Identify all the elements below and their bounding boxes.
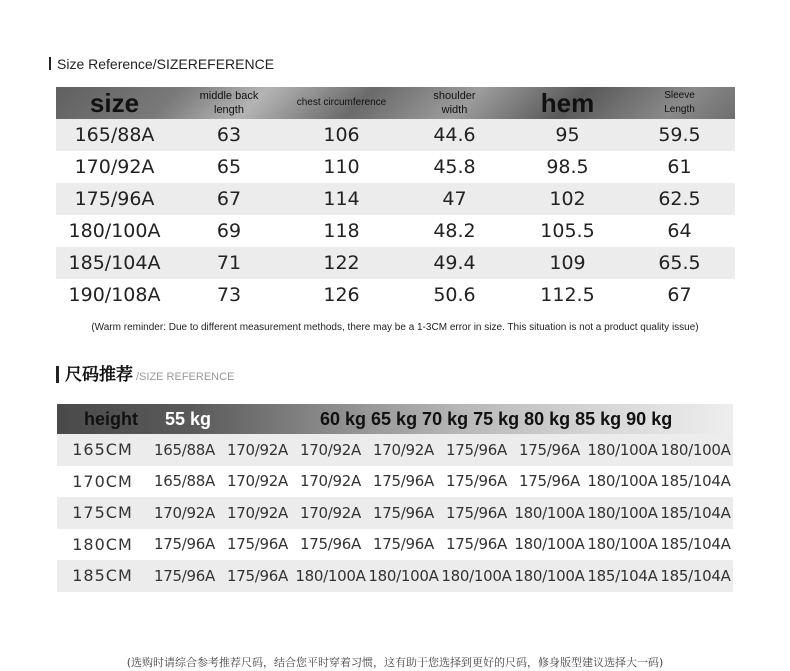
size-table-cell: 65.5 xyxy=(658,252,701,274)
header-shoulder-width: shoulder width xyxy=(433,90,476,116)
recommended-size-cell: 170/92A xyxy=(154,503,215,522)
recommended-size-cell: 165/88A xyxy=(154,472,215,491)
size-table-cell: 180/100A xyxy=(68,220,161,242)
size-table-cell: 45.8 xyxy=(433,156,476,178)
measurement-warm-reminder: (Warm reminder: Due to different measurement methods, there may be a 1-3CM error in size. This situation is not a product quality issue) xyxy=(91,322,699,333)
size-table-cell: 185/104A xyxy=(68,252,161,274)
size-table-cell: 102 xyxy=(549,188,586,210)
size-table-cell: 44.6 xyxy=(433,124,476,146)
size-table-cell: 49.4 xyxy=(433,252,476,274)
recommended-size-cell: 170/92A xyxy=(300,472,361,491)
size-recommendation-title-cn: 尺码推荐 xyxy=(65,365,133,385)
recommended-size-cell: 180/100A xyxy=(587,503,658,522)
header-chest-circumference: chest circumference xyxy=(296,97,387,108)
recommended-size-cell: 175/96A xyxy=(154,535,215,554)
recommended-size-cell: 175/96A xyxy=(519,472,580,491)
size-table-cell: 65 xyxy=(216,156,242,178)
height-cell: 170CM xyxy=(72,471,133,491)
size-table-cell: 190/108A xyxy=(68,284,161,306)
header-sleeve-length: Sleeve Length xyxy=(664,90,695,115)
size-table-cell: 71 xyxy=(216,252,242,274)
size-table-row xyxy=(56,279,735,311)
recommended-size-cell: 170/92A xyxy=(227,472,288,491)
recommended-size-cell: 175/96A xyxy=(227,535,288,554)
size-table-cell: 170/92A xyxy=(74,156,155,178)
recommended-size-cell: 175/96A xyxy=(446,535,507,554)
recommended-size-cell: 175/96A xyxy=(446,472,507,491)
recommended-size-cell: 180/100A xyxy=(587,472,658,491)
recommended-size-cell: 170/92A xyxy=(300,440,361,459)
recommended-size-cell: 175/96A xyxy=(446,440,507,459)
recommended-size-cell: 185/104A xyxy=(587,566,658,585)
size-table-row xyxy=(56,183,735,215)
size-table-cell: 126 xyxy=(323,284,360,306)
recommendation-row xyxy=(57,497,733,529)
size-measurement-table xyxy=(56,87,735,311)
recommended-size-cell: 185/104A xyxy=(660,472,731,491)
size-table-cell: 50.6 xyxy=(433,284,476,306)
recommendation-table-header xyxy=(57,404,733,434)
header-weight-55: 55 kg xyxy=(165,409,212,429)
size-table-cell: 67 xyxy=(667,284,692,306)
size-table-cell: 67 xyxy=(216,188,242,210)
recommended-size-cell: 180/100A xyxy=(587,535,658,554)
size-table-cell: 105.5 xyxy=(540,220,595,242)
size-recommendation-title xyxy=(56,364,234,386)
size-table-cell: 110 xyxy=(323,156,360,178)
size-table-row xyxy=(56,247,735,279)
size-table-cell: 61 xyxy=(667,156,692,178)
size-table-row xyxy=(56,119,735,151)
header-size: size xyxy=(89,88,140,118)
recommended-size-cell: 175/96A xyxy=(227,566,288,585)
recommended-size-cell: 185/104A xyxy=(660,566,731,585)
recommended-size-cell: 170/92A xyxy=(227,440,288,459)
size-table-cell: 118 xyxy=(323,220,360,242)
recommended-size-cell: 180/100A xyxy=(368,566,439,585)
recommendation-row xyxy=(57,529,733,561)
size-table-cell: 165/88A xyxy=(74,124,155,146)
recommended-size-cell: 180/100A xyxy=(587,440,658,459)
size-table-row xyxy=(56,151,735,183)
recommendation-note: (选购时请综合参考推荐尺码，结合您平时穿着习惯，这有助于您选择到更好的尺码，修身版型建议选择大一码) xyxy=(126,656,664,669)
height-cell: 185CM xyxy=(72,566,133,586)
title-bar-marker xyxy=(56,366,59,383)
size-table-cell: 106 xyxy=(323,124,360,146)
header-height: height xyxy=(84,409,138,429)
size-table-cell: 122 xyxy=(323,252,360,274)
recommended-size-cell: 185/104A xyxy=(660,535,731,554)
height-cell: 165CM xyxy=(72,440,133,460)
size-table-cell: 98.5 xyxy=(546,156,589,178)
recommended-size-cell: 180/100A xyxy=(441,566,512,585)
recommended-size-cell: 175/96A xyxy=(300,535,361,554)
recommended-size-cell: 175/96A xyxy=(446,503,507,522)
size-table-header xyxy=(56,87,735,119)
size-table-cell: 114 xyxy=(323,188,360,210)
size-table-cell: 112.5 xyxy=(540,284,595,306)
size-table-cell: 59.5 xyxy=(658,124,701,146)
height-cell: 175CM xyxy=(72,503,133,523)
recommended-size-cell: 175/96A xyxy=(373,472,434,491)
size-table-cell: 48.2 xyxy=(433,220,476,242)
header-middle-back-length: middle back length xyxy=(199,90,259,116)
size-table-cell: 73 xyxy=(216,284,242,306)
size-table-cell: 63 xyxy=(216,124,242,146)
size-recommendation-title-en: /SIZE REFERENCE xyxy=(136,371,235,383)
recommendation-row xyxy=(57,560,733,592)
recommended-size-cell: 175/96A xyxy=(373,503,434,522)
size-table-cell: 62.5 xyxy=(658,188,701,210)
recommended-size-cell: 175/96A xyxy=(154,566,215,585)
size-reference-title xyxy=(49,55,274,73)
size-table-cell: 64 xyxy=(667,220,692,242)
recommended-size-cell: 175/96A xyxy=(373,535,434,554)
size-table-cell: 47 xyxy=(442,188,467,210)
recommended-size-cell: 180/100A xyxy=(514,535,585,554)
recommended-size-cell: 180/100A xyxy=(514,503,585,522)
recommendation-row xyxy=(57,466,733,498)
title-bar-marker xyxy=(49,57,51,70)
recommended-size-cell: 170/92A xyxy=(227,503,288,522)
recommended-size-cell: 170/92A xyxy=(373,440,434,459)
size-table-cell: 95 xyxy=(555,124,580,146)
size-reference-title-text: Size Reference/SIZEREFERENCE xyxy=(57,56,275,72)
recommended-size-cell: 170/92A xyxy=(300,503,361,522)
size-table-cell: 175/96A xyxy=(74,188,155,210)
recommended-size-cell: 180/100A xyxy=(514,566,585,585)
header-weights: 60 kg 65 kg 70 kg 75 kg 80 kg 85 kg 90 kg xyxy=(320,409,673,429)
header-hem: hem xyxy=(540,88,595,118)
size-table-cell: 109 xyxy=(549,252,586,274)
size-recommendation-table xyxy=(57,404,733,592)
recommended-size-cell: 165/88A xyxy=(154,440,215,459)
recommended-size-cell: 185/104A xyxy=(660,503,731,522)
height-cell: 180CM xyxy=(72,534,133,554)
size-table-row xyxy=(56,215,735,247)
recommended-size-cell: 175/96A xyxy=(519,440,580,459)
recommended-size-cell: 180/100A xyxy=(660,440,731,459)
size-table-cell: 69 xyxy=(216,220,242,242)
recommended-size-cell: 180/100A xyxy=(295,566,366,585)
recommendation-row xyxy=(57,434,733,466)
